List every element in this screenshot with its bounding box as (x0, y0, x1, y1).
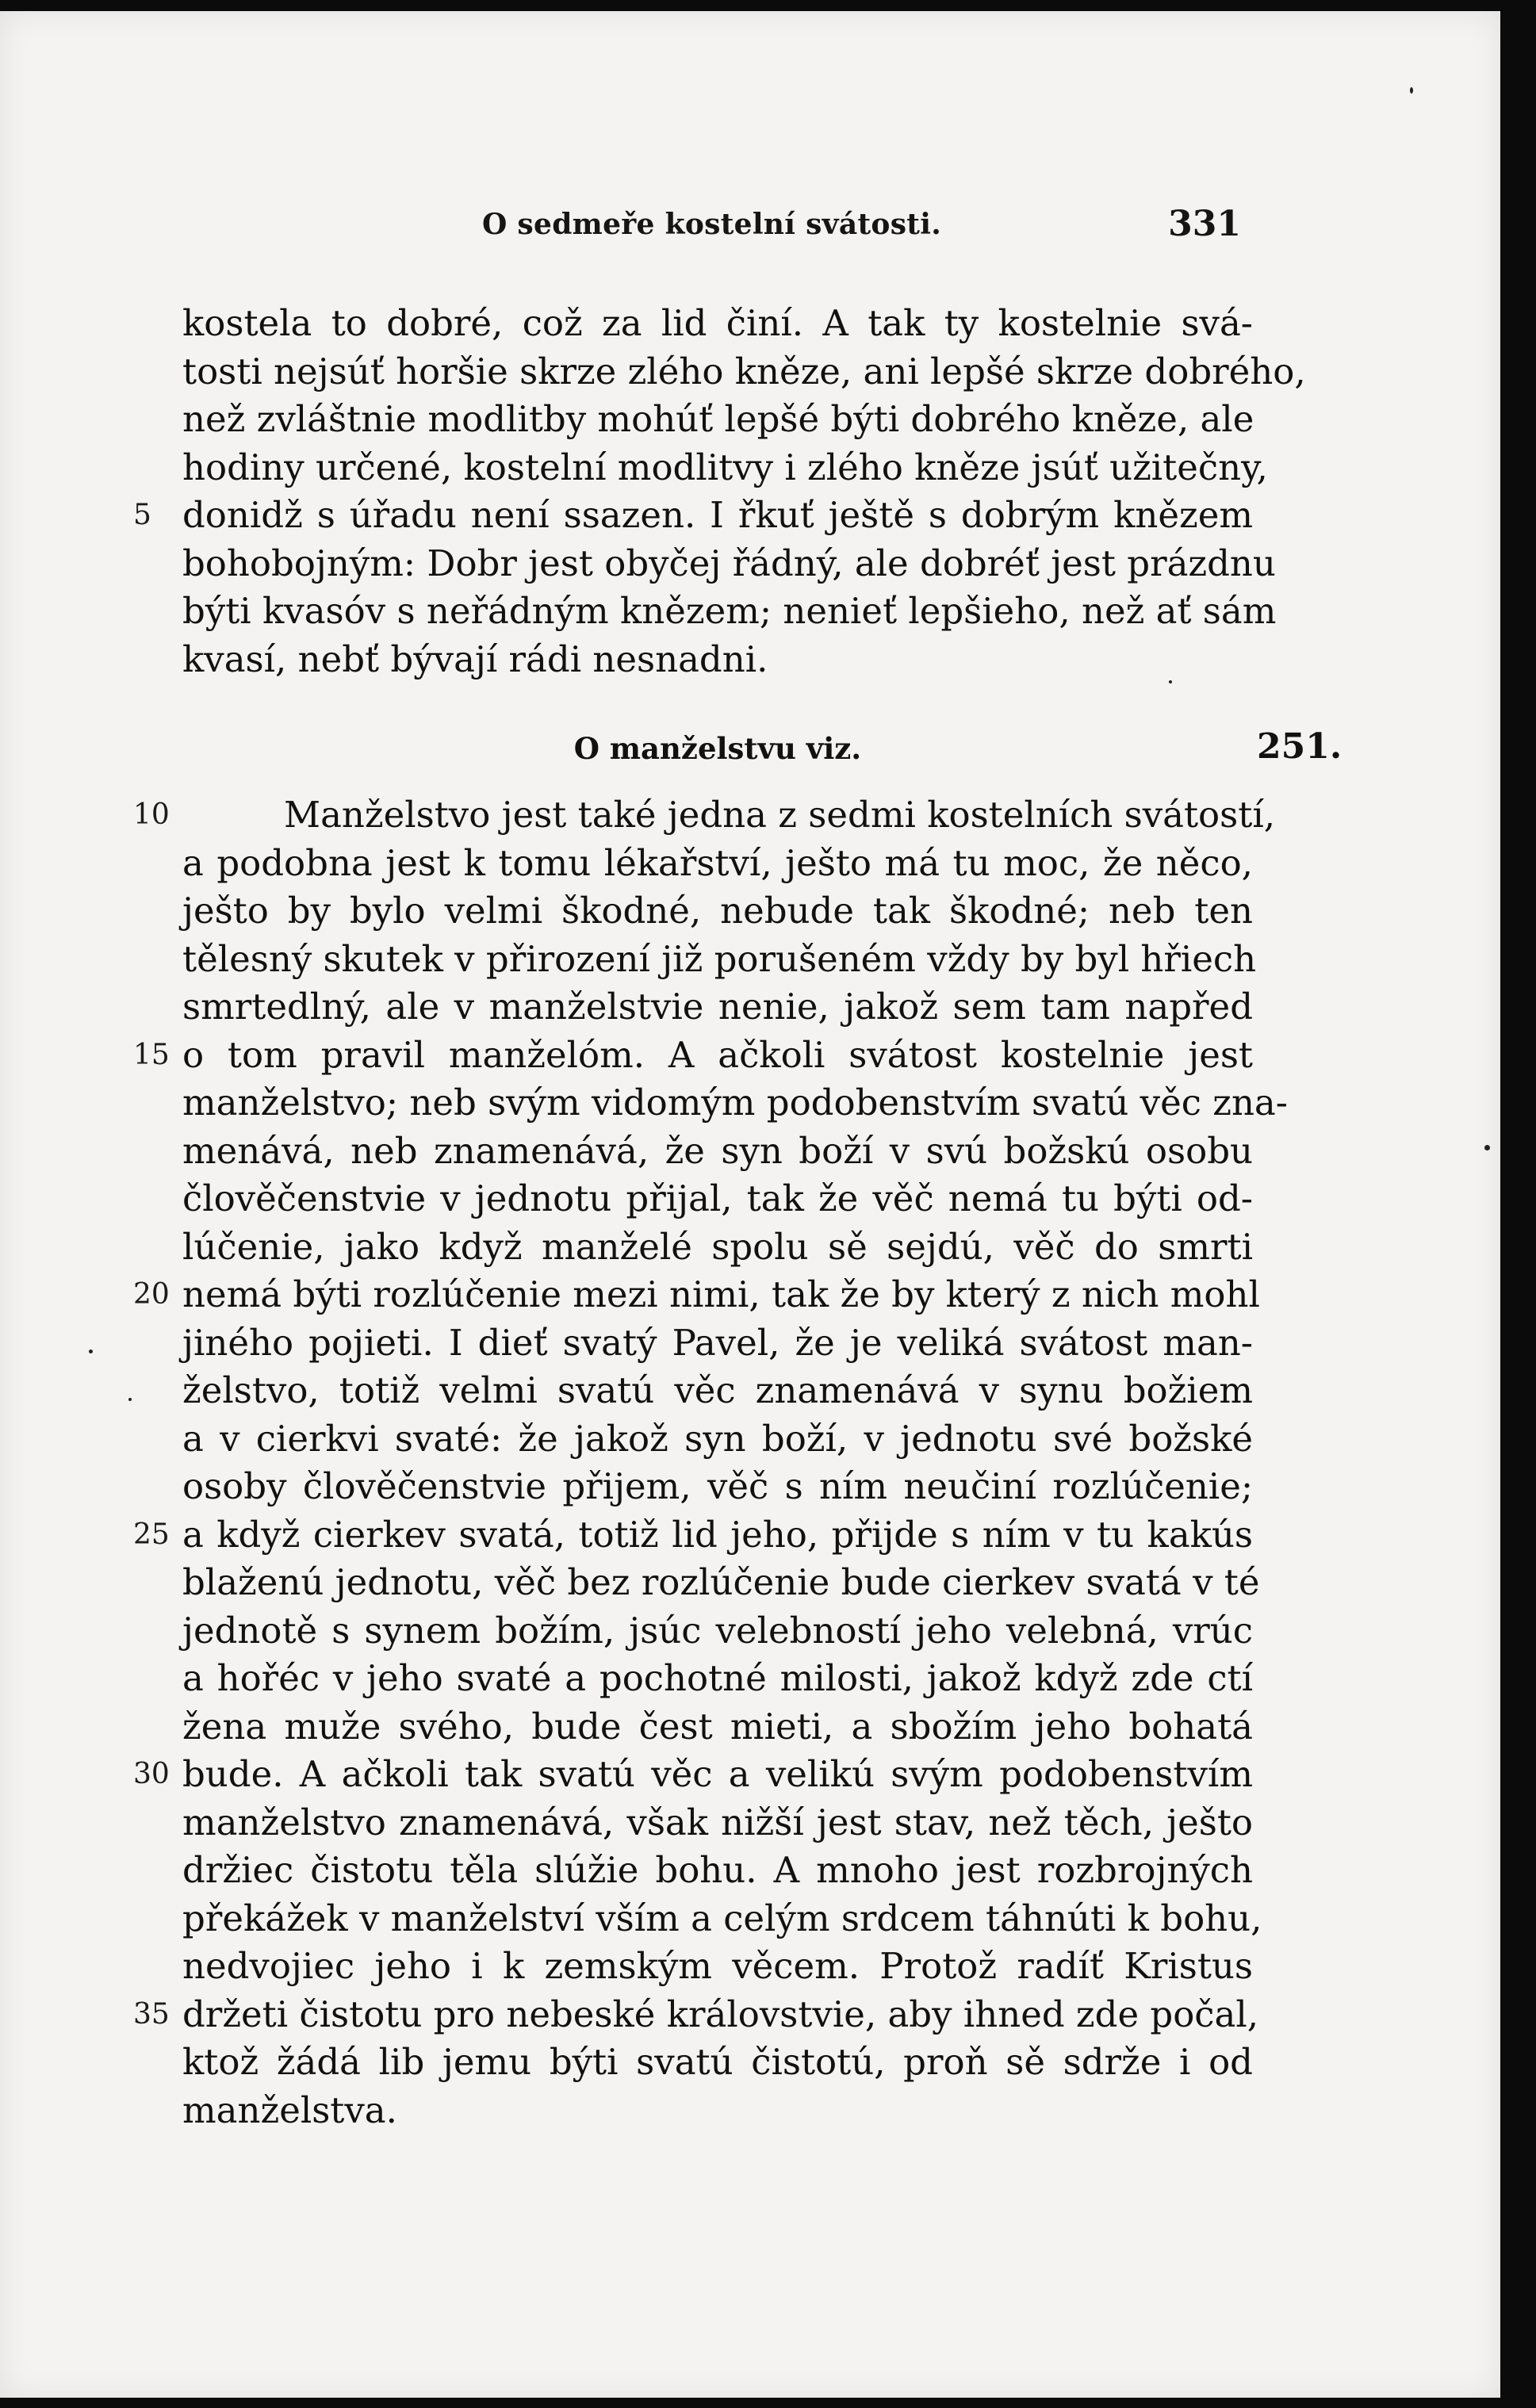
text-line (182, 840, 1253, 888)
line-text: donidž s úřadu není ssazen. I řkuť ještě s dobrým knězem (182, 494, 1253, 536)
text-line (133, 1511, 1253, 1560)
page-number: 331 (1168, 204, 1241, 244)
page-speck (89, 1349, 93, 1353)
text-line (182, 887, 1253, 936)
line-text: o tom pravil manželóm. A ačkoli svátost kostelnie jest (182, 1033, 1253, 1076)
line-text: jednotě s synem božím, jsúc velebností jeho velebná, vrúc (182, 1609, 1253, 1652)
page-speck (1484, 1145, 1490, 1150)
running-head (182, 200, 1241, 247)
line-text: želstvo, totiž velmi svatú věc znamenává v synu božiem (182, 1369, 1253, 1411)
line-text: manželstvo; neb svým vidomým podobenstvím svatú věc zna- (182, 1081, 1288, 1124)
line-text: bohobojným: Dobr jest obyčej řádný, ale dobréť jest prázdnu (182, 542, 1276, 584)
line-text: blaženú jednotu, věč bez rozlúčenie bude cierkev svatá v té (182, 1561, 1260, 1603)
line-text: jiného pojieti. I dieť svatý Pavel, že je veliká svátost man- (182, 1321, 1253, 1364)
paragraph-top (133, 300, 1306, 683)
line-text: žena muže svého, bude čest mieti, a sbožím jeho bohatá (182, 1705, 1253, 1748)
line-text: manželstva. (182, 2088, 397, 2131)
line-text: tosti nejsúť horšie skrze zlého kněze, ani lepšé skrze dobrého, (182, 350, 1306, 392)
text-line (133, 1271, 1260, 1319)
text-line (182, 1655, 1253, 1703)
line-text: hodiny určené, kostelní modlitvy i zlého kněze jsúť užitečny, (182, 446, 1268, 488)
text-line (182, 1703, 1253, 1751)
text-line (182, 936, 1257, 984)
text-line (133, 1991, 1259, 2039)
text-line (182, 540, 1276, 588)
line-text: lúčenie, jako když manželé spolu sě sejdú, věč do smrti (182, 1225, 1253, 1268)
section-heading: O manželstvu viz. (573, 731, 862, 766)
page-speck (1410, 87, 1413, 94)
line-text: bude. A ačkoli tak svatú věc a velikú svým podobenstvím (182, 1753, 1253, 1795)
line-text: manželstvo znamenává, však nižší jest stav, než těch, ješto (182, 1801, 1253, 1843)
line-text: kvasí, nebť bývají rádi nesnadni. (182, 637, 768, 680)
paragraph-main (133, 791, 1288, 2134)
line-text: ktož žádá lib jemu býti svatú čistotú, proň sě sdrže i od (182, 2041, 1253, 2083)
line-number: 25 (133, 1518, 170, 1551)
line-text: a podobna jest k tomu lékařství, ješto má tu moc, že něco, (182, 841, 1253, 884)
line-text: a když cierkev svatá, totiž lid jeho, přijde s ním v tu kakús (182, 1513, 1253, 1556)
line-number: 15 (133, 1038, 170, 1071)
text-line (182, 348, 1306, 396)
text-line (182, 2087, 1253, 2135)
text-line (182, 588, 1277, 636)
text-line (182, 1895, 1262, 1943)
line-text: býti kvasóv s neřádným knězem; nenieť lepšieho, než ať sám (182, 590, 1277, 632)
line-text: nemá býti rozlúčenie mezi nimi, tak že by který z nich mohl (182, 1273, 1260, 1315)
text-line (133, 791, 1276, 840)
text-line (182, 300, 1253, 348)
line-text: člověčenstvie v jednotu přijal, tak že věč nemá tu býti od- (182, 1177, 1253, 1219)
section-number: 251. (1257, 726, 1343, 767)
text-line (133, 1751, 1253, 1799)
line-text: ješto by bylo velmi škodné, nebude tak škodné; neb ten (182, 890, 1253, 932)
line-number: 30 (133, 1758, 170, 1790)
page-speck (1169, 680, 1172, 683)
line-number: 35 (133, 1997, 170, 2031)
text-line (182, 1415, 1253, 1464)
text-line (182, 983, 1253, 1032)
text-line (182, 1175, 1253, 1223)
text-line (182, 396, 1253, 444)
text-line (182, 1607, 1253, 1656)
text-line (182, 1079, 1288, 1127)
line-text: než zvláštnie modlitby mohúť lepšé býti dobrého kněze, ale (182, 398, 1254, 440)
line-text: držiec čistotu těla slúžie bohu. A mnoho jest rozbrojných (182, 1849, 1253, 1891)
text-line (182, 1559, 1260, 1607)
line-number: 10 (133, 798, 170, 831)
text-line (182, 1127, 1253, 1176)
text-line (182, 444, 1268, 492)
line-number: 20 (133, 1278, 170, 1311)
line-text: kostela to dobré, což za lid činí. A tak ty kostelnie svá- (182, 302, 1253, 344)
text-line (182, 1367, 1253, 1415)
line-text: překážek v manželství vším a celým srdcem táhnúti k bohu, (182, 1897, 1262, 1939)
line-text: tělesný skutek v přirození již porušeném vždy by byl hřiech (182, 937, 1257, 980)
running-title: O sedmeře kostelní svátosti. (481, 208, 942, 241)
text-line (182, 636, 1253, 684)
line-text: a v cierkvi svaté: že jakož syn boží, v jednotu své božské (182, 1417, 1253, 1460)
line-text: smrtedlný, ale v manželstvie nenie, jakož sem tam napřed (182, 986, 1253, 1028)
line-text: držeti čistotu pro nebeské královstvie, aby ihned zde počal, (182, 1993, 1259, 2035)
text-line (182, 1943, 1253, 1991)
text-line (133, 1032, 1253, 1080)
text-line (182, 1223, 1253, 1272)
page-speck (128, 1398, 132, 1401)
book-page (0, 11, 1500, 2398)
text-line (182, 1799, 1253, 1847)
text-line (182, 1319, 1253, 1368)
line-number: 5 (133, 499, 151, 531)
line-text: osoby člověčenstvie přijem, věč s ním neučiní rozlúčenie; (182, 1465, 1253, 1507)
line-text: Manželstvo jest také jedna z sedmi kostelních svátostí, (284, 794, 1276, 836)
line-text: menává, neb znamenává, že syn boží v svú božskú osobu (182, 1129, 1253, 1172)
text-line (182, 2039, 1253, 2087)
text-line (182, 1847, 1253, 1895)
line-text: a hořéc v jeho svaté a pochotné milosti, jakož když zde ctí (182, 1657, 1253, 1699)
text-line (133, 492, 1253, 540)
line-text: nedvojiec jeho i k zemským věcem. Protož radíť Kristus (182, 1945, 1253, 1987)
text-line (182, 1463, 1253, 1511)
